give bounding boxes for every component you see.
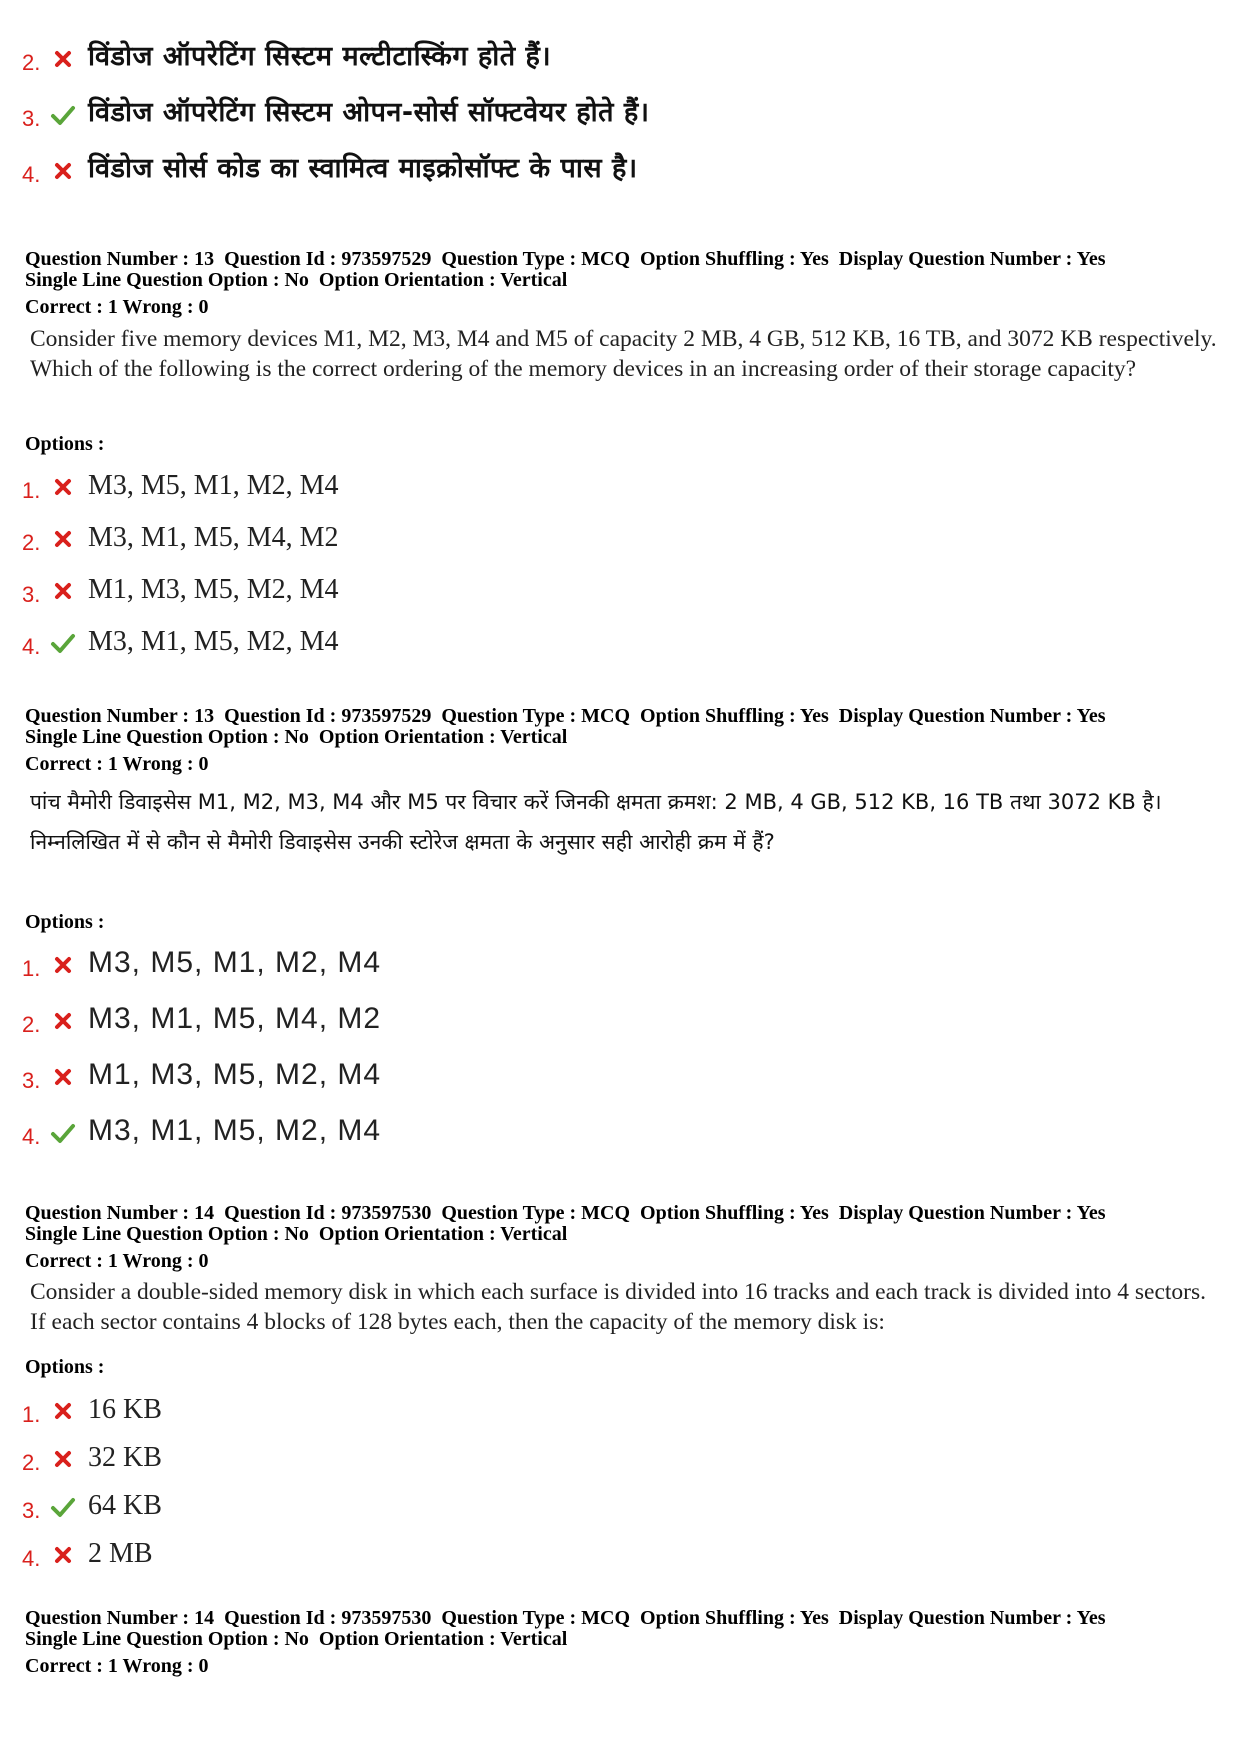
question-meta-line1: Question Number : 13 Question Id : 973597529 Question Type : MCQ Option Shuffling : Yes Display Question Number : Yes <box>25 705 1106 727</box>
option-text: M3, M5, M1, M2, M4 <box>88 946 382 979</box>
cross-icon <box>50 1064 76 1090</box>
option-2 <box>22 508 338 554</box>
option-4 <box>22 1524 153 1570</box>
cross-icon <box>50 474 76 500</box>
option-3 <box>22 560 338 606</box>
option-text: विंडोज ऑपरेटिंग सिस्टम ओपन-सोर्स सॉफ्टवेयर होते हैं। <box>88 97 650 128</box>
option-text: 64 KB <box>88 1490 162 1521</box>
option-2 <box>22 990 381 1036</box>
option-1 <box>22 1380 162 1426</box>
cross-icon <box>50 578 76 604</box>
question-meta-line1: Question Number : 14 Question Id : 973597530 Question Type : MCQ Option Shuffling : Yes Display Question Number : Yes <box>25 1607 1106 1629</box>
option-text: 32 KB <box>88 1442 162 1473</box>
option-number: 1. <box>22 1402 41 1427</box>
question-meta-line2: Single Line Question Option : No Option Orientation : Vertical <box>25 1628 568 1650</box>
option-number: 4. <box>22 162 41 187</box>
option-number: 4. <box>22 1546 41 1571</box>
question-meta-line2: Single Line Question Option : No Option Orientation : Vertical <box>25 726 568 748</box>
option-3 <box>22 1476 162 1522</box>
option-number: 3. <box>22 1498 41 1523</box>
cross-icon <box>50 526 76 552</box>
option-1 <box>22 934 381 980</box>
check-icon <box>50 630 76 656</box>
option-4 <box>22 1102 381 1148</box>
option-number: 2. <box>22 50 41 75</box>
option-text: M3, M1, M5, M2, M4 <box>88 626 339 657</box>
option-3 <box>22 1046 381 1092</box>
option-number: 2. <box>22 1450 41 1475</box>
option-text: विंडोज सोर्स कोड का स्वामित्व माइक्रोसॉफ्ट के पास है। <box>88 153 638 184</box>
question-text: Consider five memory devices M1, M2, M3, M4 and M5 of capacity 2 MB, 4 GB, 512 KB, 16 TB, and 3072 KB respectively. Which of the following is the correct ordering of the memory devices in an increasing order of their storage capacity? <box>30 326 1217 382</box>
option-number: 1. <box>22 478 41 503</box>
cross-icon <box>50 952 76 978</box>
marks-info: Correct : 1 Wrong : 0 <box>25 1655 209 1677</box>
cross-icon <box>50 158 76 184</box>
option-text: M1, M3, M5, M2, M4 <box>88 1058 382 1091</box>
cross-icon <box>50 1542 76 1568</box>
marks-info: Correct : 1 Wrong : 0 <box>25 296 209 318</box>
cross-icon <box>50 1398 76 1424</box>
cross-icon <box>50 1008 76 1034</box>
question-meta-line1: Question Number : 14 Question Id : 973597530 Question Type : MCQ Option Shuffling : Yes Display Question Number : Yes <box>25 1202 1106 1224</box>
question-meta-line1: Question Number : 13 Question Id : 973597529 Question Type : MCQ Option Shuffling : Yes Display Question Number : Yes <box>25 248 1106 270</box>
option-2 <box>22 1428 162 1474</box>
option-4 <box>22 612 338 658</box>
option-text: M3, M5, M1, M2, M4 <box>88 470 339 501</box>
option-text: M3, M1, M5, M4, M2 <box>88 1002 382 1035</box>
option-text: 16 KB <box>88 1394 162 1425</box>
option-3-hindi-windows <box>22 84 649 130</box>
option-number: 3. <box>22 106 41 131</box>
option-number: 2. <box>22 1012 41 1037</box>
option-text: M1, M3, M5, M2, M4 <box>88 574 339 605</box>
option-number: 4. <box>22 1124 41 1149</box>
option-number: 2. <box>22 530 41 555</box>
marks-info: Correct : 1 Wrong : 0 <box>25 1250 209 1272</box>
option-number: 4. <box>22 634 41 659</box>
question-meta-line2: Single Line Question Option : No Option Orientation : Vertical <box>25 269 568 291</box>
question-meta-line2: Single Line Question Option : No Option Orientation : Vertical <box>25 1223 568 1245</box>
cross-icon <box>50 1446 76 1472</box>
marks-info: Correct : 1 Wrong : 0 <box>25 753 209 775</box>
options-label: Options : <box>25 1356 105 1378</box>
option-4-hindi-windows <box>22 140 638 186</box>
options-label: Options : <box>25 911 105 933</box>
option-text: M3, M1, M5, M4, M2 <box>88 522 339 553</box>
option-text: M3, M1, M5, M2, M4 <box>88 1114 382 1147</box>
option-2-hindi-windows <box>22 28 551 74</box>
question-text: Consider a double-sided memory disk in which each surface is divided into 16 tracks and each track is divided into 4 sectors. If each sector contains 4 blocks of 128 bytes each, then the capacity of the memory disk is: <box>30 1279 1206 1335</box>
check-icon <box>50 1494 76 1520</box>
option-1 <box>22 456 338 502</box>
question-text: पांच मैमोरी डिवाइसेस M1, M2, M3, M4 और M5 पर विचार करें जिनकी क्षमता क्रमश: 2 MB, 4 GB, 512 KB, 16 TB तथा 3072 KB है। निम्नलिखित में से कौन से मैमोरी डिवाइसेस उनकी स्टोरेज क्षमता के अनुसार सही आरोही क्रम में हैं? <box>30 790 1162 854</box>
cross-icon <box>50 46 76 72</box>
option-number: 3. <box>22 582 41 607</box>
options-label: Options : <box>25 433 105 455</box>
option-number: 3. <box>22 1068 41 1093</box>
check-icon <box>50 102 76 128</box>
option-number: 1. <box>22 956 41 981</box>
option-text: 2 MB <box>88 1538 153 1569</box>
check-icon <box>50 1120 76 1146</box>
option-text: विंडोज ऑपरेटिंग सिस्टम मल्टीटास्किंग होते हैं। <box>88 41 552 72</box>
